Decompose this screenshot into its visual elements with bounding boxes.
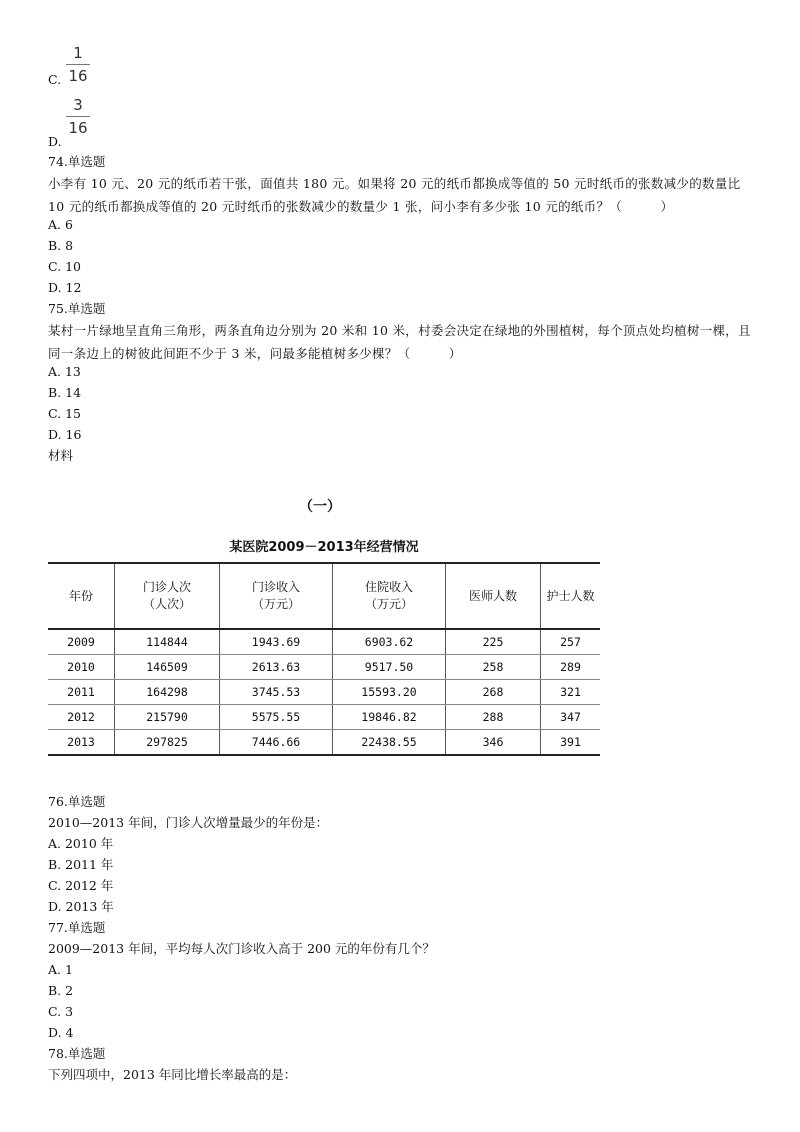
cell-outpatient-income: 1943.69 <box>220 629 333 655</box>
question-74-option-b: B. 8 <box>48 238 74 253</box>
cell-outpatient-visits: 146509 <box>115 655 220 680</box>
header-unit: （万元） <box>251 597 300 611</box>
cell-outpatient-visits: 114844 <box>115 629 220 655</box>
table-header-row <box>48 563 600 629</box>
figure-label: （一） <box>299 499 341 515</box>
option-d-label: D. <box>48 134 62 149</box>
cell-year: 2013 <box>48 730 115 756</box>
cell-inpatient-income: 15593.20 <box>333 680 446 705</box>
cell-nurses: 347 <box>541 705 601 730</box>
header-text: 住院收入 <box>364 580 413 594</box>
fraction-denominator: 16 <box>68 119 88 137</box>
cell-nurses: 289 <box>541 655 601 680</box>
question-75-option-a: A. 13 <box>48 364 81 379</box>
cell-nurses: 257 <box>541 629 601 655</box>
option-c-label: C. <box>48 72 62 87</box>
material-label: 材料 <box>48 448 74 463</box>
cell-inpatient-income: 19846.82 <box>333 705 446 730</box>
cell-inpatient-income: 9517.50 <box>333 655 446 680</box>
cell-outpatient-visits: 297825 <box>115 730 220 756</box>
header-text: 门诊人次 <box>142 580 191 594</box>
table-row <box>48 680 600 705</box>
question-76-text: 2010—2013 年间，门诊人次增量最少的年份是： <box>48 815 329 830</box>
header-text: 门诊收入 <box>251 580 300 594</box>
question-75-option-d: D. 16 <box>48 427 82 442</box>
fraction-denominator: 16 <box>68 67 88 85</box>
question-77-option-b: B. 2 <box>48 983 74 998</box>
fraction-option-c <box>66 44 90 85</box>
cell-physicians: 288 <box>446 705 541 730</box>
column-header-nurses: 护士人数 <box>541 563 601 629</box>
cell-inpatient-income: 6903.62 <box>333 629 446 655</box>
question-76-option-d: D. 2013 年 <box>48 899 114 914</box>
question-76-option-b: B. 2011 年 <box>48 857 114 872</box>
question-75-option-b: B. 14 <box>48 385 82 400</box>
cell-nurses: 391 <box>541 730 601 756</box>
fraction-numerator: 1 <box>73 44 83 62</box>
column-header-physicians: 医师人数 <box>446 563 541 629</box>
table-row <box>48 655 600 680</box>
table-row <box>48 705 600 730</box>
column-header-year: 年份 <box>48 563 115 629</box>
table-title: 某医院2009－2013年经营情况 <box>229 540 419 555</box>
header-unit: （人次） <box>142 597 191 611</box>
question-75-header: 75.单选题 <box>48 301 106 316</box>
cell-outpatient-visits: 215790 <box>115 705 220 730</box>
question-78-header: 78.单选题 <box>48 1046 106 1061</box>
cell-year: 2011 <box>48 680 115 705</box>
question-76-option-c: C. 2012 年 <box>48 878 114 893</box>
question-75-text: 某村一片绿地呈直角三角形，两条直角边分别为 20 米和 10 米，村委会决定在绿地的外围植树，每个顶点处均植树一棵，且同一条边上的树彼此间距不少于 3 米，问最多能植树多少棵？（ ） <box>48 323 751 361</box>
cell-year: 2010 <box>48 655 115 680</box>
column-header-inpatient-income <box>333 563 446 629</box>
question-76-header: 76.单选题 <box>48 794 106 809</box>
cell-physicians: 268 <box>446 680 541 705</box>
cell-outpatient-visits: 164298 <box>115 680 220 705</box>
cell-outpatient-income: 2613.63 <box>220 655 333 680</box>
question-74-option-a: A. 6 <box>48 217 73 232</box>
cell-inpatient-income: 22438.55 <box>333 730 446 756</box>
question-77-text: 2009—2013 年间，平均每人次门诊收入高于 200 元的年份有几个？ <box>48 941 435 956</box>
fraction-bar <box>66 116 90 117</box>
question-74-option-c: C. 10 <box>48 259 81 274</box>
question-75-option-c: C. 15 <box>48 406 81 421</box>
table-row <box>48 730 600 756</box>
cell-physicians: 225 <box>446 629 541 655</box>
question-77-option-a: A. 1 <box>48 962 73 977</box>
question-74-option-d: D. 12 <box>48 280 82 295</box>
column-header-outpatient-income <box>220 563 333 629</box>
fraction-option-d <box>66 96 90 137</box>
column-header-outpatient-visits <box>115 563 220 629</box>
cell-outpatient-income: 7446.66 <box>220 730 333 756</box>
question-77-header: 77.单选题 <box>48 920 106 935</box>
table-row <box>48 629 600 655</box>
header-unit: （万元） <box>364 597 413 611</box>
hospital-operations-table <box>48 562 600 756</box>
fraction-bar <box>66 64 90 65</box>
cell-year: 2012 <box>48 705 115 730</box>
question-77-option-c: C. 3 <box>48 1004 74 1019</box>
cell-outpatient-income: 3745.53 <box>220 680 333 705</box>
question-76-option-a: A. 2010 年 <box>48 836 114 851</box>
question-77-option-d: D. 4 <box>48 1025 74 1040</box>
fraction-numerator: 3 <box>73 96 83 114</box>
question-74-text: 小李有 10 元、20 元的纸币若干张，面值共 180 元。如果将 20 元的纸币都换成等值的 50 元时纸币的张数减少的数量比 10 元的纸币都换成等值的 20 元时纸币的张数减少的数量少 1 张，问小李有多少张 10 元的纸币？（ ） <box>48 176 741 214</box>
cell-physicians: 258 <box>446 655 541 680</box>
cell-physicians: 346 <box>446 730 541 756</box>
question-74-header: 74.单选题 <box>48 154 106 169</box>
cell-year: 2009 <box>48 629 115 655</box>
question-78-text: 下列四项中，2013 年同比增长率最高的是： <box>48 1067 297 1082</box>
cell-outpatient-income: 5575.55 <box>220 705 333 730</box>
cell-nurses: 321 <box>541 680 601 705</box>
